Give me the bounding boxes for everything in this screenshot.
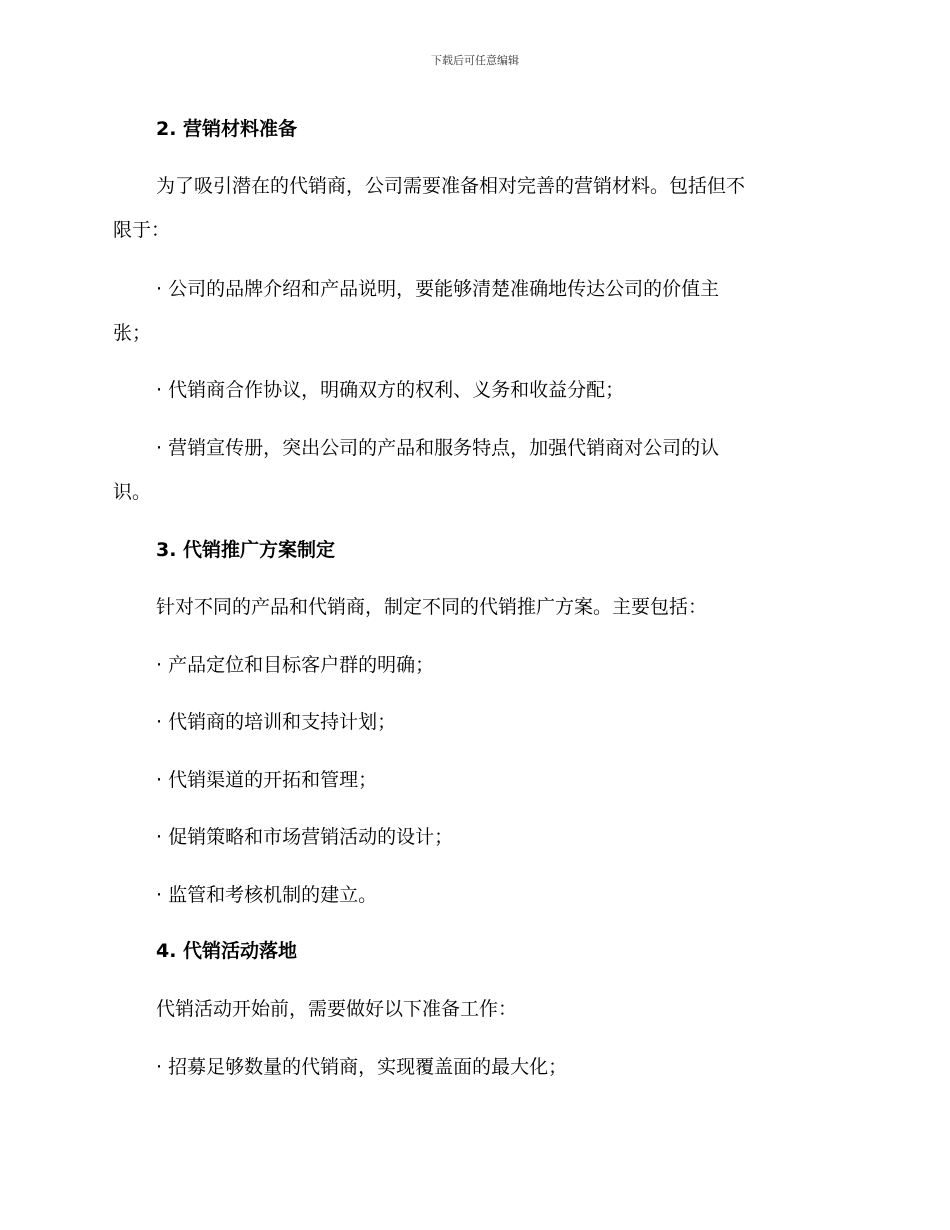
bullet-item: · 代销商合作协议，明确双方的权利、义务和收益分配； — [156, 379, 625, 401]
section-heading: 2. 营销材料准备 — [156, 118, 298, 140]
bullet-item: · 营销宣传册，突出公司的产品和服务特点，加强代销商对公司的认 — [156, 437, 720, 459]
bullet-item: · 公司的品牌介绍和产品说明，要能够清楚准确地传达公司的价值主 — [156, 278, 720, 300]
paragraph-line: 代销活动开始前，需要做好以下准备工作： — [156, 998, 518, 1020]
paragraph-line: 针对不同的产品和代销商，制定不同的代销推广方案。主要包括： — [156, 596, 708, 618]
bullet-item-continuation: 张； — [113, 322, 152, 344]
bullet-item: · 代销商的培训和支持计划； — [156, 711, 397, 733]
bullet-item: · 产品定位和目标客户群的明确； — [156, 654, 435, 676]
bullet-item: · 代销渠道的开拓和管理； — [156, 769, 378, 791]
section-heading: 3. 代销推广方案制定 — [156, 539, 336, 561]
bullet-item: · 监管和考核机制的建立。 — [156, 884, 378, 906]
bullet-item: · 招募足够数量的代销商，实现覆盖面的最大化； — [156, 1056, 568, 1078]
page-header-note: 下载后可任意编辑 — [431, 54, 519, 67]
section-heading: 4. 代销活动落地 — [156, 940, 298, 962]
paragraph-line: 限于： — [113, 219, 171, 241]
bullet-item: · 促销策略和市场营销活动的设计； — [156, 826, 454, 848]
bullet-item-continuation: 识。 — [113, 481, 152, 503]
paragraph-line: 为了吸引潜在的代销商，公司需要准备相对完善的营销材料。包括但不 — [156, 175, 746, 197]
